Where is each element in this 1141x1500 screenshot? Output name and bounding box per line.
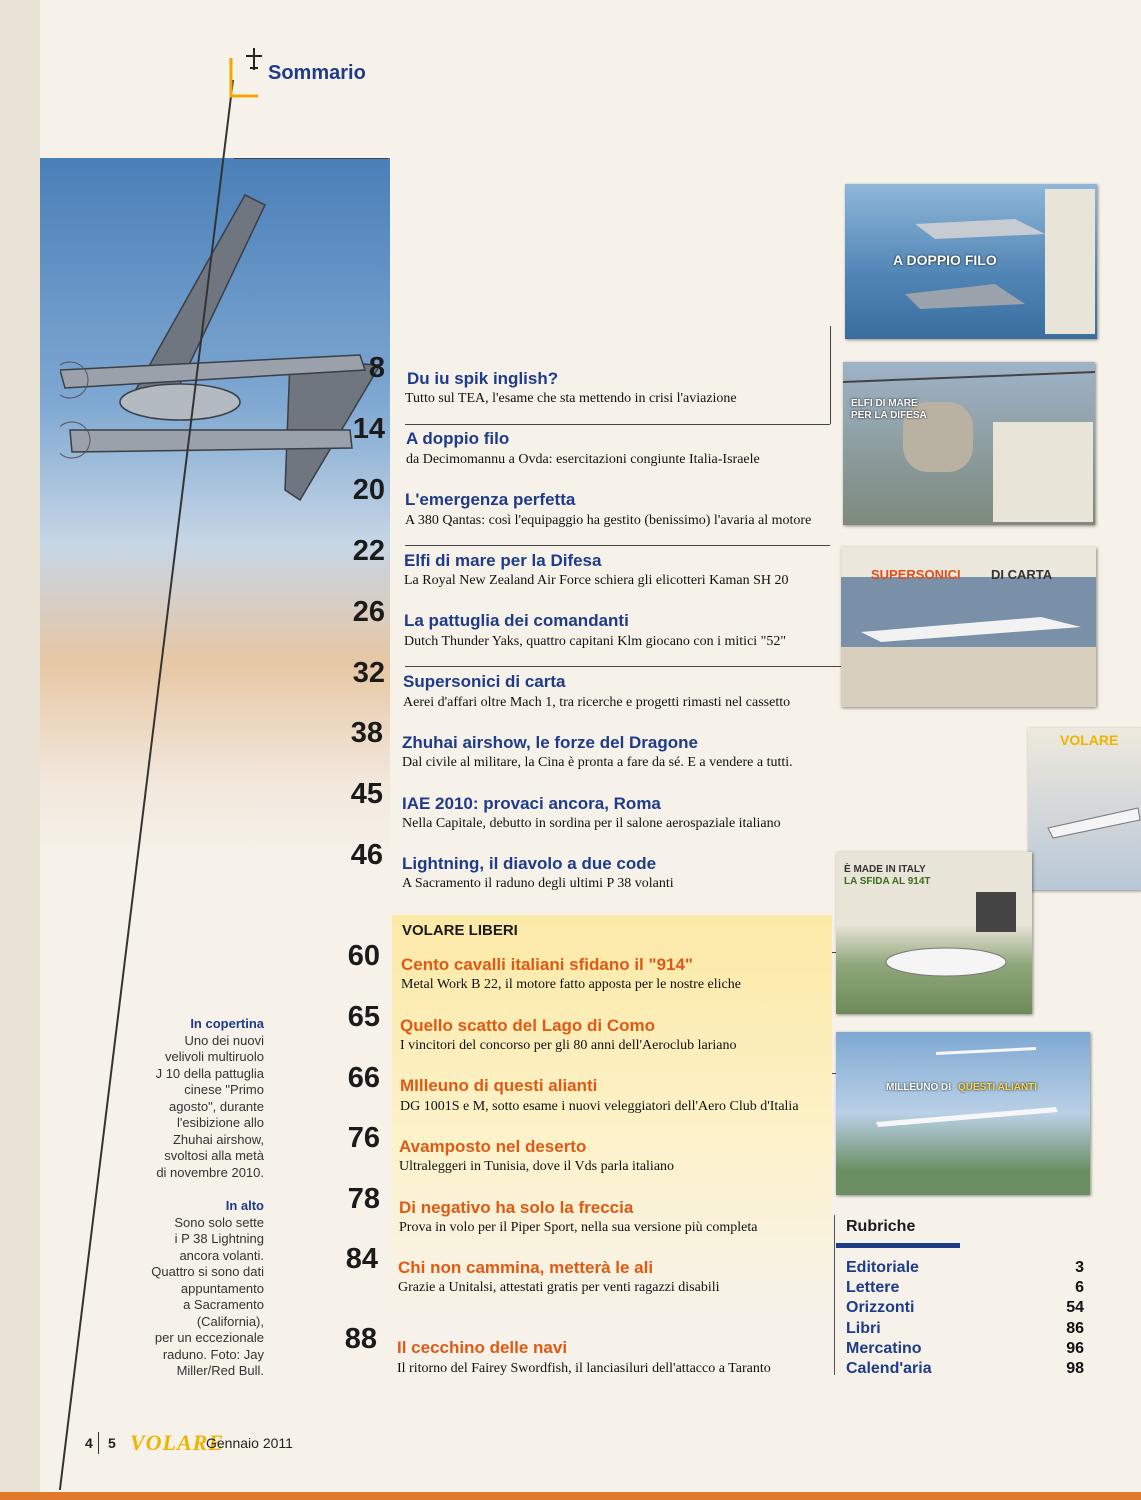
entry-page-number: 66 — [347, 1062, 380, 1094]
rubrica-item[interactable]: Mercatino — [846, 1340, 922, 1357]
entry-description: DG 1001S e M, sotto esame i nuovi veleggiatori dell'Aero Club d'Italia — [400, 1099, 799, 1114]
entry-description: A 380 Qantas: così l'equipaggio ha gestito (benissimo) l'avaria al motore — [405, 513, 812, 528]
entry-page-number: 76 — [347, 1122, 380, 1154]
entry-title[interactable]: Chi non cammina, metterà le ali — [398, 1258, 654, 1277]
caption-line: Uno dei nuovi — [184, 1032, 264, 1048]
entry-page-number: 78 — [347, 1183, 380, 1215]
rubrica-item[interactable]: Orizzonti — [846, 1299, 915, 1316]
entry-title[interactable]: IAE 2010: provaci ancora, Roma — [402, 794, 661, 813]
top-photo-caption — [124, 1198, 264, 1380]
entry-page-number: 65 — [347, 1001, 380, 1033]
issue-date: Gennaio 2011 — [206, 1435, 293, 1451]
caption-line: a Sacramento — [183, 1297, 264, 1312]
entry-title[interactable]: Cento cavalli italiani sfidano il "914" — [401, 955, 693, 974]
p38-lightning-photo — [60, 190, 380, 590]
thumbnail-label: SUPERSONICI — [871, 567, 961, 582]
caption-line: di novembre 2010. — [156, 1164, 264, 1180]
thumbnail-a-doppio-filo[interactable] — [845, 184, 1097, 339]
entry-page-number: 46 — [350, 839, 383, 871]
rubrica-page: 3 — [1075, 1259, 1084, 1276]
entry-title[interactable]: La pattuglia dei comandanti — [404, 611, 629, 630]
caption-line: (California), — [196, 1313, 264, 1329]
rubrica-page: 54 — [1066, 1299, 1084, 1316]
entry-title[interactable]: Quello scatto del Lago di Como — [400, 1016, 656, 1035]
entry-description: Grazie a Unitalsi, attestati gratis per venti ragazzi disabili — [398, 1280, 720, 1295]
ultralight-plane-icon — [836, 852, 1032, 1014]
caption-heading: In alto — [225, 1198, 264, 1213]
entry-title[interactable]: Lightning, il diavolo a due code — [402, 854, 657, 873]
entry-description: Prova in volo per il Piper Sport, nella sua versione più completa — [399, 1220, 758, 1235]
rubriche-accent-bar — [836, 1243, 960, 1248]
entry-page-number: 38 — [350, 717, 383, 749]
cover-caption — [124, 1016, 264, 1181]
rubriche-title: Rubriche — [846, 1218, 916, 1235]
connector-line — [830, 326, 831, 424]
thumbnail-milleuno-alianti[interactable] — [836, 1032, 1090, 1195]
page-number-left: 4 — [85, 1435, 93, 1451]
thumbnail-label: MILLEUNO DI — [886, 1082, 951, 1093]
entry-title[interactable]: Elfi di mare per la Difesa — [404, 551, 602, 570]
entry-page-number: 22 — [352, 535, 385, 567]
plane-icon — [1028, 728, 1141, 890]
thumbnail-label: ELFI DI MARE — [851, 398, 918, 409]
entry-description: La Royal New Zealand Air Force schiera gli elicotteri Kaman SH 20 — [404, 573, 789, 588]
entry-title[interactable]: Du iu spik inglish? — [407, 369, 559, 388]
volare-liberi-band — [392, 915, 832, 1315]
entry-page-number: 84 — [345, 1243, 378, 1275]
connector-line — [405, 545, 830, 546]
caption-line: svoltosi alla metà — [164, 1148, 264, 1163]
entry-description: da Decimomannu a Ovda: esercitazioni congiunte Italia-Israele — [406, 452, 760, 467]
rubrica-item[interactable]: Editoriale — [846, 1259, 919, 1276]
thumbnail-label: LA SFIDA AL 914T — [844, 876, 931, 887]
caption-line: J 10 della pattuglia — [155, 1065, 264, 1081]
page-title: Sommario — [268, 62, 366, 84]
horizontal-rule — [234, 158, 388, 159]
entry-page-number: 88 — [344, 1323, 377, 1355]
caption-heading: In copertina — [190, 1016, 264, 1031]
helicopter-icon — [843, 362, 1095, 525]
entry-title[interactable]: A doppio filo — [406, 429, 510, 448]
rubrica-page: 98 — [1066, 1360, 1084, 1377]
glider-icon — [836, 1032, 1090, 1195]
caption-line: cinese "Primo — [184, 1082, 264, 1097]
entry-description: Tutto sul TEA, l'esame che sta mettendo in crisi l'aviazione — [405, 391, 737, 406]
rubriche-divider — [834, 1215, 835, 1375]
rubrica-item[interactable]: Lettere — [846, 1279, 900, 1296]
thumbnail-label: QUESTI ALIANTI — [958, 1082, 1038, 1093]
section-heading: VOLARE LIBERI — [402, 922, 518, 939]
thumbnail-label: VOLARE — [1060, 732, 1119, 748]
entry-page-number: 32 — [352, 657, 385, 689]
spine — [0, 0, 40, 1500]
entry-title[interactable]: Supersonici di carta — [403, 672, 566, 691]
volare-logo: VOLARE — [130, 1430, 225, 1455]
entry-title[interactable]: Il cecchino delle navi — [397, 1338, 568, 1357]
thumbnail-label: È MADE IN ITALY — [844, 864, 926, 875]
entry-description: Aerei d'affari oltre Mach 1, tra ricerche e progetti rimasti nel cassetto — [403, 695, 791, 710]
footer-divider — [98, 1432, 99, 1454]
entry-description: I vincitori del concorso per gli 80 anni dell'Aeroclub lariano — [400, 1038, 737, 1053]
thumbnail-label: PER LA DIFESA — [851, 410, 927, 421]
entry-description: A Sacramento il raduno degli ultimi P 38 volanti — [402, 876, 674, 891]
entry-title[interactable]: L'emergenza perfetta — [405, 490, 576, 509]
rubrica-page: 6 — [1075, 1279, 1084, 1296]
caption-line: raduno. Foto: Jay — [162, 1346, 264, 1362]
entry-title[interactable]: Zhuhai airshow, le forze del Dragone — [402, 733, 698, 752]
entry-page-number: 26 — [352, 596, 385, 628]
entry-description: Ultraleggeri in Tunisia, dove il Vds parla italiano — [399, 1159, 675, 1174]
caption-line: Sono solo sette — [174, 1214, 264, 1230]
entry-page-number: 8 — [368, 352, 385, 384]
entry-description: Dutch Thunder Yaks, quattro capitani Klm giocano con i mitici "52" — [404, 634, 787, 649]
entry-page-number: 20 — [352, 474, 385, 506]
entry-description: Nella Capitale, debutto in sordina per il salone aerospaziale italiano — [402, 816, 781, 831]
caption-line: l'esibizione allo — [176, 1115, 264, 1130]
entry-title[interactable]: Avamposto nel deserto — [399, 1137, 587, 1156]
entry-description: Metal Work B 22, il motore fatto apposta per le nostre eliche — [401, 977, 741, 992]
connector-line — [405, 666, 841, 667]
caption-line: ancora volanti. — [179, 1247, 264, 1263]
thumbnail-made-in-italy[interactable] — [836, 852, 1032, 1014]
rubrica-page: 96 — [1066, 1340, 1084, 1357]
caption-line: appuntamento — [180, 1280, 264, 1296]
caption-line: per un eccezionale — [154, 1330, 264, 1345]
rubrica-item[interactable]: Calend'aria — [846, 1360, 932, 1377]
thumbnail-elfi-di-mare[interactable] — [843, 362, 1095, 525]
thumbnail-supersonici[interactable] — [841, 547, 1096, 707]
rubrica-item[interactable]: Libri — [846, 1320, 881, 1337]
entry-page-number: 45 — [350, 778, 383, 810]
entry-description: Dal civile al militare, la Cina è pronta a fare da sé. E a vendere a tutti. — [402, 755, 793, 770]
page-number-right: 5 — [108, 1435, 116, 1451]
thumbnail-label: A DOPPIO FILO — [893, 252, 997, 268]
entry-page-number: 60 — [347, 940, 380, 972]
entry-description: Il ritorno del Fairey Swordfish, il lanciasiluri dell'attacco a Taranto — [397, 1361, 771, 1376]
page-edge — [0, 1492, 1141, 1500]
connector-line — [405, 424, 830, 425]
plane-logo-icon — [228, 48, 268, 100]
caption-line: Zhuhai airshow, — [172, 1131, 264, 1147]
caption-line: velivoli multiruolo — [165, 1049, 264, 1064]
entry-page-number: 14 — [352, 413, 385, 445]
caption-line: Miller/Red Bull. — [176, 1363, 264, 1378]
thumbnail-label: DI CARTA — [991, 567, 1053, 582]
caption-line: agosto", durante — [169, 1098, 264, 1114]
entry-title[interactable]: Di negativo ha solo la freccia — [399, 1198, 634, 1217]
rubrica-page: 86 — [1066, 1320, 1084, 1337]
thumbnail-volare-cover[interactable] — [1028, 728, 1141, 890]
caption-line: Quattro si sono dati — [151, 1264, 264, 1279]
caption-line: i P 38 Lightning — [174, 1231, 264, 1246]
entry-title[interactable]: MIlleuno di questi alianti — [400, 1076, 598, 1095]
